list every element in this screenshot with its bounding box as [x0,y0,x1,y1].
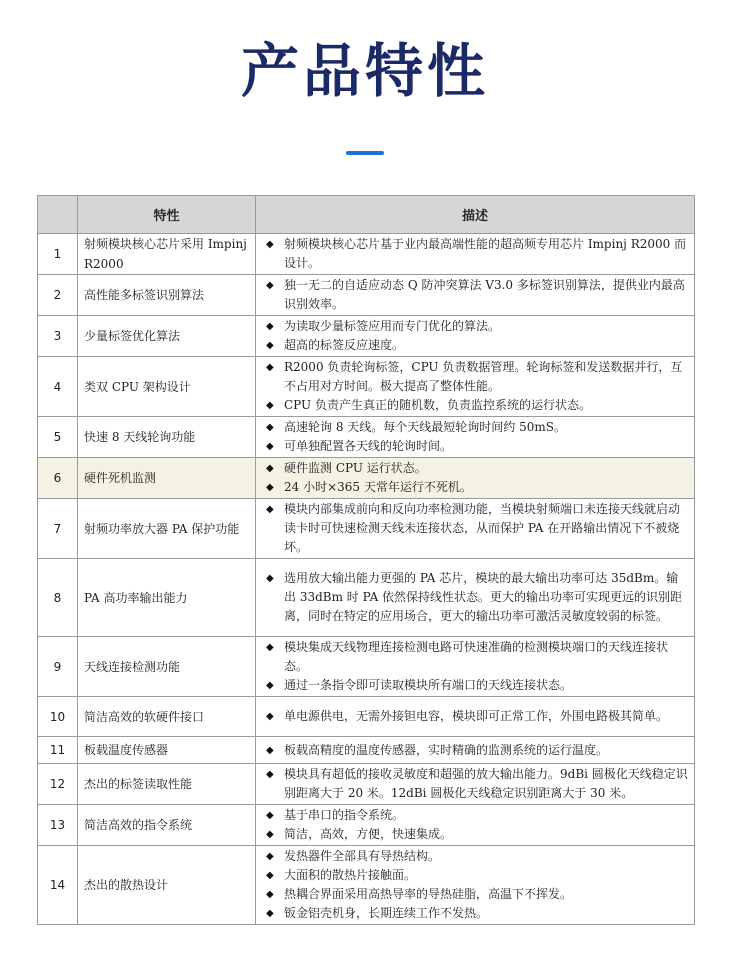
description-cell [256,458,695,499]
diamond-bullet-icon: ◆ [266,340,274,351]
header-number [38,196,78,234]
row-number: 7 [38,499,78,559]
description-cell [256,559,695,637]
bullet-text: 单电源供电，无需外接钽电容，模块即可正常工作，外围电路极其简单。 [284,709,669,723]
description-bullet [262,418,688,437]
bullet-text: 通过一条指令即可读取模块所有端口的天线连接状态。 [284,678,573,692]
table-row [38,559,695,637]
description-bullet [262,396,688,415]
description-bullet [262,825,688,844]
diamond-bullet-icon: ◆ [266,744,274,756]
description-cell [256,637,695,697]
table-row [38,846,695,925]
table-row [38,499,695,559]
row-number: 12 [38,764,78,805]
bullet-text: 高速轮询 8 天线。每个天线最短轮询时间约 50mS。 [284,420,566,434]
table-row [38,737,695,764]
row-number: 13 [38,805,78,846]
description-bullet [262,336,688,355]
table-row [38,357,695,417]
diamond-bullet-icon: ◆ [266,851,274,862]
bullet-text: 24 小时×365 天常年运行不死机。 [284,480,472,494]
feature-cell: 简洁高效的指令系统 [78,805,256,846]
feature-cell: 射频功率放大器 PA 保护功能 [78,499,256,559]
bullet-text: 独一无二的自适应动态 Q 防冲突算法 V3.0 多标签识别算法，提供业内最高识别效率。 [284,278,685,311]
description-cell [256,697,695,737]
bullet-text: 热耦合界面采用高热导率的导热硅脂，高温下不挥发。 [284,887,573,901]
row-number: 9 [38,637,78,697]
description-bullet [262,885,688,904]
description-bullet [262,904,688,923]
description-bullet [262,437,688,456]
table-row [38,458,695,499]
table-row [38,764,695,805]
page-title: 产品特性 [240,37,489,105]
bullet-text: 模块集成天线物理连接检测电路可快速准确的检测模块端口的天线连接状态。 [284,640,669,673]
description-bullet [262,806,688,825]
header-description: 描述 [256,196,695,234]
row-number: 3 [38,316,78,357]
diamond-bullet-icon: ◆ [266,239,274,250]
bullet-text: 为读取少量标签应用而专门优化的算法。 [284,319,501,333]
row-number: 10 [38,697,78,737]
title-underline [346,151,384,155]
table-header-row [38,196,695,234]
row-number: 11 [38,737,78,764]
description-bullet [262,478,688,497]
diamond-bullet-icon: ◆ [266,463,274,474]
bullet-text: 板载高精度的温度传感器，实时精确的监测系统的运行温度。 [284,742,609,757]
diamond-bullet-icon: ◆ [266,362,274,373]
bullet-text: 选用放大输出能力更强的 PA 芯片，模块的最大输出功率可达 35dBm。输出 33dBm 时 PA 依然保持线性状态。更大的输出功率可实现更远的识别距离，同时在特定的应用场合，更大的输出功率可激活灵敏度较弱的标签。 [284,571,683,623]
description-bullet [262,847,688,866]
description-cell [256,275,695,316]
diamond-bullet-icon: ◆ [266,400,274,411]
table-row [38,805,695,846]
feature-cell: 射频模块核心芯片采用 Impinj R2000 [78,234,256,275]
feature-cell: 杰出的标签读取性能 [78,764,256,805]
row-number: 1 [38,234,78,275]
bullet-text: 发热器件全部具有导热结构。 [284,849,441,863]
description-bullet [262,866,688,885]
description-cell [256,357,695,417]
description-bullet [262,676,688,695]
row-number: 8 [38,559,78,637]
table-row [38,234,695,275]
description-bullet [262,707,688,726]
diamond-bullet-icon: ◆ [266,711,274,722]
bullet-text: 模块具有超低的接收灵敏度和超强的放大输出能力。9dBi 圆极化天线稳定识别距离大于 20 米。12dBi 圆极化天线稳定识别距离大于 30 米。 [284,767,688,800]
diamond-bullet-icon: ◆ [266,504,274,515]
diamond-bullet-icon: ◆ [266,810,274,821]
feature-cell: 杰出的散热设计 [78,846,256,925]
diamond-bullet-icon: ◆ [266,422,274,433]
diamond-bullet-icon: ◆ [266,829,274,840]
feature-cell: PA 高功率输出能力 [78,559,256,637]
description-cell [256,737,695,764]
bullet-text: 超高的标签反应速度。 [284,338,405,352]
feature-cell: 硬件死机监测 [78,458,256,499]
description-bullet [262,276,688,314]
diamond-bullet-icon: ◆ [266,769,274,780]
diamond-bullet-icon: ◆ [266,321,274,332]
bullet-text: 大面积的散热片接触面。 [284,868,417,882]
description-bullet [262,638,688,676]
bullet-text: 可单独配置各天线的轮询时间。 [284,439,453,453]
description-cell [256,417,695,458]
description-bullet [262,317,688,336]
description-cell [256,805,695,846]
row-number: 6 [38,458,78,499]
feature-cell: 少量标签优化算法 [78,316,256,357]
feature-table [37,195,695,925]
bullet-text: 硬件监测 CPU 运行状态。 [284,461,427,475]
description-cell [256,499,695,559]
description-cell [256,764,695,805]
diamond-bullet-icon: ◆ [266,441,274,452]
description-bullet [262,569,688,626]
diamond-bullet-icon: ◆ [266,573,274,584]
bullet-text: 简洁，高效，方便，快速集成。 [284,827,453,841]
row-number: 5 [38,417,78,458]
row-number: 4 [38,357,78,417]
diamond-bullet-icon: ◆ [266,482,274,493]
diamond-bullet-icon: ◆ [266,680,274,691]
description-bullet [262,765,688,803]
bullet-text: R2000 负责轮询标签，CPU 负责数据管理。轮询标签和发送数据并行，互不占用对方时间。极大提高了整体性能。 [284,360,683,393]
feature-cell: 类双 CPU 架构设计 [78,357,256,417]
description-bullet [262,500,688,557]
description-bullet [262,358,688,396]
diamond-bullet-icon: ◆ [266,642,274,653]
diamond-bullet-icon: ◆ [266,870,274,881]
bullet-text: 射频模块核心芯片基于业内最高端性能的超高频专用芯片 Impinj R2000 而设计。 [284,237,687,270]
description-cell [256,234,695,275]
feature-cell: 快速 8 天线轮询功能 [78,417,256,458]
diamond-bullet-icon: ◆ [266,889,274,900]
feature-cell: 高性能多标签识别算法 [78,275,256,316]
row-number: 14 [38,846,78,925]
feature-cell: 板载温度传感器 [78,737,256,764]
feature-cell: 天线连接检测功能 [78,637,256,697]
feature-cell: 简洁高效的软硬件接口 [78,697,256,737]
bullet-text: CPU 负责产生真正的随机数，负责监控系统的运行状态。 [284,398,591,412]
description-bullet [262,459,688,478]
table-body [38,234,695,925]
table-row [38,417,695,458]
diamond-bullet-icon: ◆ [266,908,274,919]
description-bullet [262,741,688,760]
table-row [38,275,695,316]
diamond-bullet-icon: ◆ [266,280,274,291]
table-row [38,637,695,697]
description-cell [256,846,695,925]
bullet-text: 模块内部集成前向和反向功率检测功能，当模块射频端口未连接天线就启动读卡时可快速检测天线未连接状态，从而保护 PA 在开路输出情况下不被烧坏。 [284,502,681,554]
description-bullet [262,235,688,273]
description-cell [256,316,695,357]
bullet-text: 钣金铝壳机身，长期连续工作不发热。 [284,906,489,920]
table-row [38,316,695,357]
row-number: 2 [38,275,78,316]
bullet-text: 基于串口的指令系统。 [284,808,405,822]
header-feature: 特性 [78,196,256,234]
table-row [38,697,695,737]
